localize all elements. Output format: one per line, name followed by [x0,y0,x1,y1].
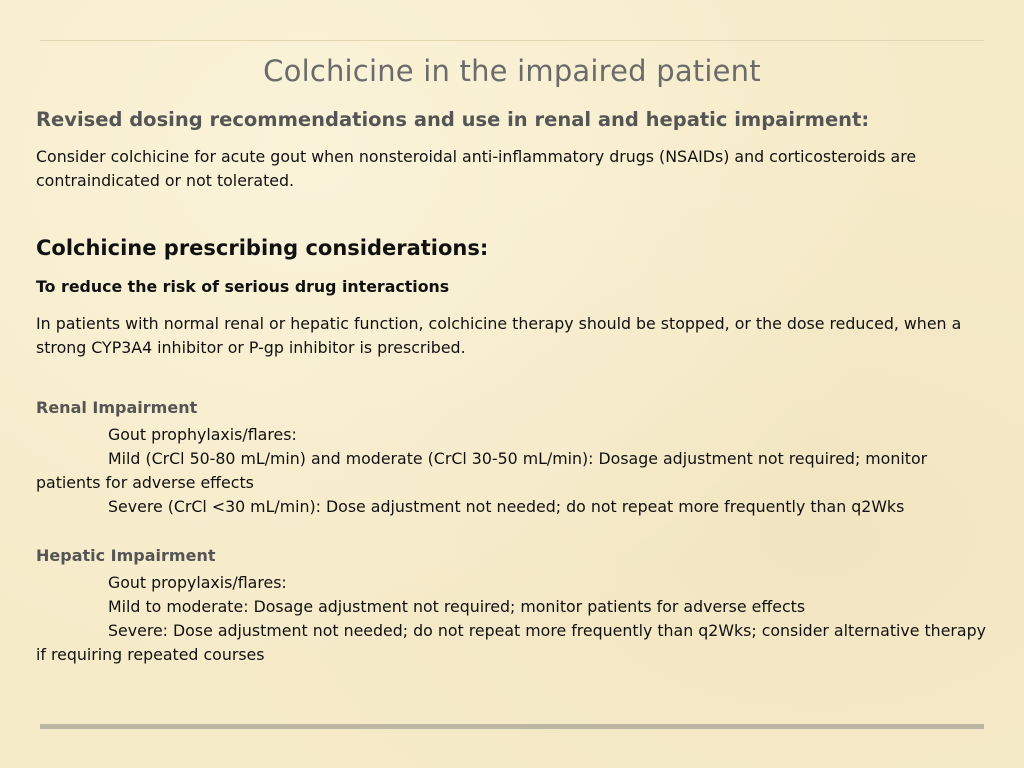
renal-line: Severe (CrCl <30 mL/min): Dose adjustment not needed; do not repeat more frequently than q2Wks [108,497,905,516]
renal-line: Gout prophylaxis/flares: [108,425,297,444]
slide-subtitle: Revised dosing recommendations and use in renal and hepatic impairment: [36,108,870,131]
considerations-heading: Colchicine prescribing considerations: [36,236,489,260]
hepatic-line: Gout propylaxis/flares: [108,573,287,592]
hepatic-impairment-heading: Hepatic Impairment [36,546,216,565]
hepatic-line: Severe: Dose adjustment not needed; do not repeat more frequently than q2Wks; consider alternative therapy if requiring repeated courses [36,621,986,664]
bottom-divider [40,724,984,729]
interactions-heading: To reduce the risk of serious drug interactions [36,277,450,296]
hepatic-line: Mild to moderate: Dosage adjustment not required; monitor patients for adverse effects [108,597,806,616]
top-divider [40,40,984,41]
interactions-paragraph: In patients with normal renal or hepatic function, colchicine therapy should be stopped, or the dose reduced, when a strong CYP3A4 inhibitor or P-gp inhibitor is prescribed. [36,314,962,357]
renal-impairment-heading: Renal Impairment [36,398,198,417]
renal-impairment-section [36,423,996,519]
hepatic-impairment-section [36,571,996,667]
slide-title: Colchicine in the impaired patient [263,54,761,88]
intro-paragraph: Consider colchicine for acute gout when nonsteroidal anti-inflammatory drugs (NSAIDs) and corticosteroids are contraindicated or not tolerated. [36,147,917,190]
renal-line: Mild (CrCl 50-80 mL/min) and moderate (CrCl 30-50 mL/min): Dosage adjustment not required; monitor patients for adverse effects [36,449,928,492]
